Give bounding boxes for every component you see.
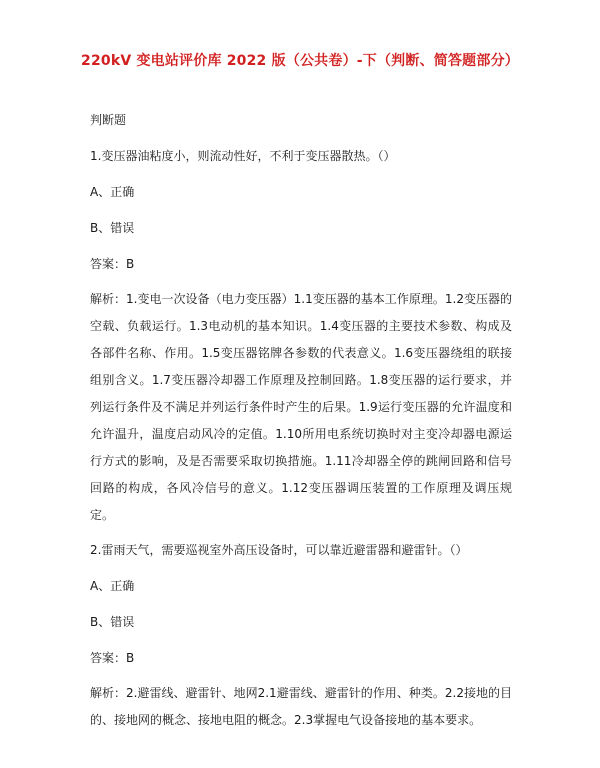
option-b: B、错误 [90,221,135,235]
document-title: 220kV 变电站评价库 2022 版（公共卷）-下（判断、简答题部分） [81,53,519,69]
document-body [90,112,512,747]
section-label: 判断题 [90,113,127,127]
option-b: B、错误 [90,615,135,629]
question-block [90,148,512,529]
answer: 答案：B [90,651,135,665]
option-a: A、正确 [90,185,135,199]
analysis: 解析：1.变电一次设备（电力变压器）1.1变压器的基本工作原理。1.2变压器的空载、负载运行。1.3电动机的基本知识。1.4变压器的主要技术参数、构成及各部件名称、作用。1.5变压器铭牌各参数的代表意义。1.6变压器绕组的联接组别含义。1.7变压器冷却器工作原理及控制回路。1.8变压器的运行要求，并列运行条件及不满足并列运行条件时产生的后果。1.9运行变压器的允许温度和允许温升，温度启动风冷的定值。1.10所用电系统切换时对主变冷却器电源运行方式的影响，及是否需要采取切换措施。1.11冷却器全停的跳闸回路和信号回路的构成，各风冷信号的意义。1.12变压器调压装置的工作原理及调压规定。 [90,292,512,522]
question-block [90,542,512,734]
analysis: 解析：2.避雷线、避雷针、地网2.1避雷线、避雷针的作用、种类。2.2接地的目的、接地网的概念、接地电阻的概念。2.3掌握电气设备接地的基本要求。 [90,686,512,727]
question-text: 2.雷雨天气，需要巡视室外高压设备时，可以靠近避雷器和避雷针。（） [90,543,468,557]
option-a: A、正确 [90,579,135,593]
answer: 答案：B [90,257,135,271]
question-text: 1.变压器油粘度小，则流动性好，不利于变压器散热。（） [90,149,396,163]
